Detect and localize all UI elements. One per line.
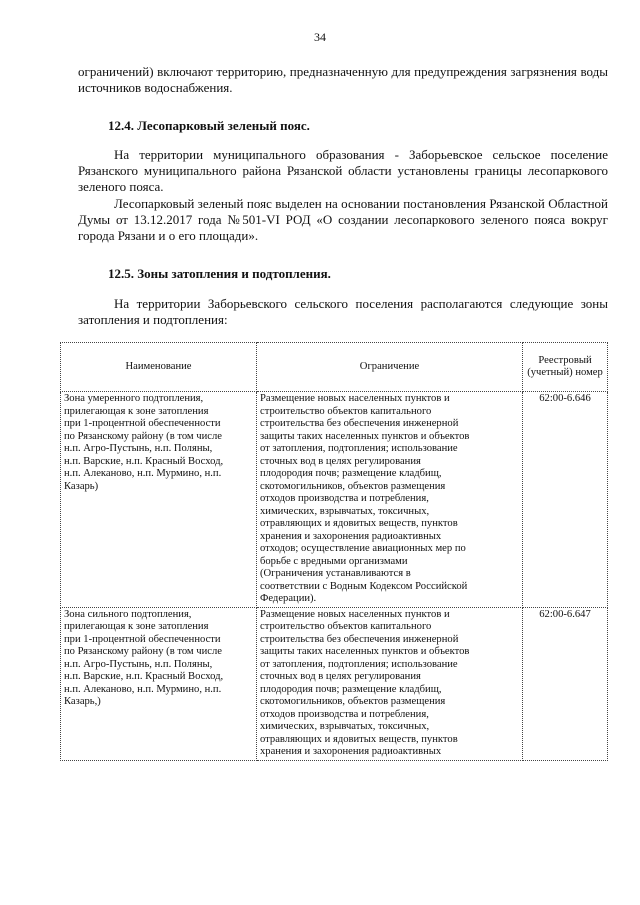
section-12-4-paragraph-2: Лесопарковый зеленый пояс выделен на основании постановления Рязанской Областной Думы от 13.12.2017 года №501-VI РОД «О создании лесопаркового зеленого пояса вокруг города Рязани и о его площади».	[78, 196, 608, 243]
restriction-line: сточных вод в целях регулирования	[260, 671, 421, 682]
restriction-line: (Ограничения устанавливаются в	[260, 568, 411, 579]
restriction-cell	[257, 392, 523, 608]
section-12-4-heading: 12.4. Лесопарковый зеленый пояс.	[108, 118, 310, 133]
page-number: 34	[314, 30, 326, 44]
zone-name-cell	[61, 607, 257, 760]
restriction-line: хранения и захоронения радиоактивных	[260, 530, 442, 542]
zone-name-line: н.п. Варские, н.п. Красный Восход,	[64, 671, 224, 682]
restriction-line: Размещение новых населенных пунктов и	[260, 608, 450, 620]
restriction-line: плодородия почв; размещение кладбищ,	[260, 468, 442, 479]
restriction-line: Федерации).	[260, 593, 317, 604]
restriction-line: от затопления, подтопления; использование	[260, 658, 458, 670]
zone-name-line: прилегающая к зоне затопления	[64, 621, 209, 632]
zone-name-line: н.п. Алеканово, н.п. Мурмино, н.п.	[64, 468, 222, 479]
restriction-line: отходов производства и потребления,	[260, 708, 429, 720]
restriction-line: химических, взрывчатых, токсичных,	[260, 505, 430, 517]
restriction-line: строительства без обеспечения инженерной	[260, 633, 459, 645]
zone-name-line: Зона сильного подтопления,	[64, 608, 192, 620]
registry-number-cell: 62:00-6.647	[523, 607, 608, 760]
restriction-line: защиты таких населенных пунктов и объектов	[260, 430, 470, 442]
restriction-line: сточных вод в целях регулирования	[260, 455, 421, 467]
zone-name-line: по Рязанскому району (в том числе	[64, 430, 222, 442]
restriction-line: хранения и захоронения радиоактивных	[260, 746, 442, 757]
zone-name-line: Казарь,)	[64, 696, 101, 707]
restriction-line: отходов; осуществление авиационных мер по	[260, 543, 466, 554]
restriction-line: отравляющих и ядовитых веществ, пунктов	[260, 733, 458, 745]
restriction-line: защиты таких населенных пунктов и объектов	[260, 646, 470, 657]
zones-table	[60, 342, 608, 761]
intro-paragraph: ограничений) включают территорию, предназначенную для предупреждения загрязнения воды источников водоснабжения.	[78, 64, 608, 95]
restriction-cell	[257, 607, 523, 760]
header-registry-number: Реестровый (учетный) номер	[523, 343, 608, 392]
zone-name-line: прилегающая к зоне затопления	[64, 405, 209, 417]
restriction-line: скотомогильников, объектов размещения	[260, 696, 446, 707]
restriction-line: от затопления, подтопления; использование	[260, 443, 458, 454]
restriction-line: скотомогильников, объектов размещения	[260, 480, 446, 492]
table-row	[61, 607, 608, 760]
restriction-line: Размещение новых населенных пунктов и	[260, 393, 450, 404]
restriction-line: борьбе с вредными организмами	[260, 555, 408, 567]
restriction-line: отходов производства и потребления,	[260, 493, 429, 504]
restriction-line: химических, взрывчатых, токсичных,	[260, 721, 430, 732]
zone-name-line: Зона умеренного подтопления,	[64, 393, 204, 404]
section-12-5-paragraph: На территории Заборьевского сельского поселения располагаются следующие зоны затопления и подтопления:	[78, 296, 608, 327]
header-restriction: Ограничение	[257, 343, 523, 392]
restriction-line: отравляющих и ядовитых веществ, пунктов	[260, 518, 458, 529]
zone-name-line: н.п. Агро-Пустынь, н.п. Поляны,	[64, 443, 213, 454]
zone-name-line: Казарь)	[64, 480, 99, 492]
zone-name-line: по Рязанскому району (в том числе	[64, 646, 222, 657]
section-12-5-heading: 12.5. Зоны затопления и подтопления.	[108, 266, 331, 281]
zone-name-line: при 1-процентной обеспеченности	[64, 633, 221, 645]
header-name: Наименование	[61, 343, 257, 392]
restriction-line: строительства без обеспечения инженерной	[260, 418, 459, 429]
table-header-row	[61, 343, 608, 392]
restriction-line: строительство объектов капитального	[260, 621, 432, 632]
registry-number-cell: 62:00-6.646	[523, 392, 608, 608]
zone-name-cell	[61, 392, 257, 608]
restriction-line: строительство объектов капитального	[260, 405, 432, 417]
zone-name-line: при 1-процентной обеспеченности	[64, 418, 221, 429]
zone-name-line: н.п. Алеканово, н.п. Мурмино, н.п.	[64, 683, 222, 695]
zone-name-line: н.п. Агро-Пустынь, н.п. Поляны,	[64, 658, 213, 670]
zone-name-line: н.п. Варские, н.п. Красный Восход,	[64, 455, 224, 467]
table-row	[61, 392, 608, 608]
restriction-line: плодородия почв; размещение кладбищ,	[260, 683, 442, 695]
restriction-line: соответствии с Водным Кодексом Российской	[260, 580, 468, 592]
section-12-4-paragraph-1: На территории муниципального образования - Заборьевское сельское поселение Рязанского муниципального района Рязанской области установлены границы лесопаркового зеленого пояса.	[78, 147, 608, 194]
